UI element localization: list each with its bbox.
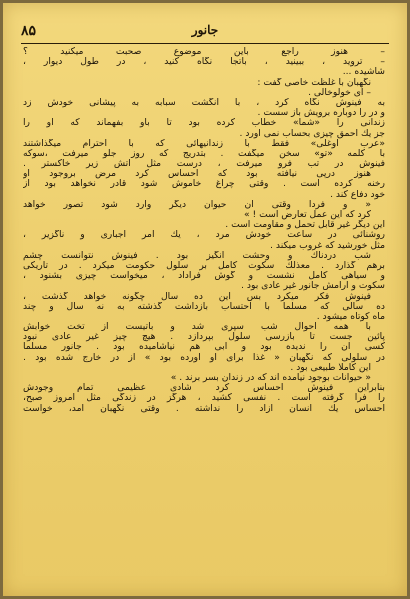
text-line: این کاملا طبیعی بود . (290, 362, 371, 373)
text-line: زندانی را «شما» خطاب کرده بود تا باو بفهماند که او را (23, 118, 385, 129)
text-line: بنابراین فینوش احساس کرد شادی عظیمی تمام وجودش (23, 383, 385, 394)
running-title: جانور (191, 23, 219, 37)
text-line: برهم گذارد . معذلك سکوت کامل بر سلول حکومت میکرد . در تاریکی (23, 260, 385, 271)
text-line: با همه احوال شب سپری شد و باتیست از تخت خوابش (23, 322, 371, 333)
text-line: – ترويد ، ببينيد ، باتجا نگاه كنيد ، در طول ديوار ، (23, 57, 385, 68)
book-page (3, 3, 407, 596)
text-line: و سیاهی کامل نشست و گوش فراداد ، میخواست چیزی بشنود ، (23, 271, 385, 282)
text-line: فینوش فکر میکرد بس این ده سال چگونه خواهد گذشت ، (23, 291, 371, 302)
text-line: رخنه کرده است . وقتی چراغ خاموش شود قادر نخواهد بود از (23, 179, 385, 190)
page-header (21, 23, 389, 41)
text-line: روشنائی در ساعت خودش مرد ، یك امر اجباری و ناگزیر ، (23, 230, 385, 241)
header-rule (21, 43, 389, 44)
text-line: مثل خورشید که غروب میکند . (270, 240, 385, 251)
text-line: به فينوش نگاه كرد ، با انگشت سبابه به پيشانى خودش زد (23, 97, 385, 108)
text-line: کسی آن را ندیده بود و آبی هم نیاشامیده بود . جانور مسلما (23, 342, 385, 353)
text-line: فینوش در تب فرو میرفت ، درست مثل آتش زیر خاکستر . (23, 159, 385, 170)
text-line: « حیوانات بوجود نیامده اند که در زندان بسر برند . » (170, 373, 371, 383)
text-line: را فرا گرفته است . نفسی کشید ، هرگز در زندگی مثل امروز صبح، (23, 393, 385, 404)
text-line: کرد که این عمل تعارض است ! » (243, 210, 371, 220)
text-line: نگهبان با غلظت خاصى گفت : (257, 77, 371, 88)
text-line: احساس یك انسان آزاد را نداشته . وقتی نگهبان آمد، خواست (23, 403, 385, 414)
text-line: شب دردناك و وحشت انگیز بود . فینوش نتوانست چشم (23, 250, 371, 261)
text-line: خود دفاع کند . (330, 189, 385, 200)
text-line: ده سالی که مسلما با احتساب بازداشت گذشته به نه سال و چند (23, 301, 385, 312)
text-line: پائین جست تا بازرسی سلول بپردازد . هیچ چیز غیر عادی نبود (23, 332, 385, 343)
text-line: جز یك احمق چیزی بحساب نمی آورد . (239, 128, 385, 139)
text-line: « و فردا وقتی آن حیوان دیگر وارد شود تصور خواهد (23, 199, 371, 210)
page-number: ۸۵ (21, 23, 37, 39)
text-line: و در را دوباره برويش باز سست . (257, 108, 385, 119)
text-line: سکوت و آرامش جانور غیر عادی بود . (241, 281, 385, 292)
text-line: – اى خولوخالى . (308, 87, 371, 98)
text-line: شاشيده ... (342, 67, 385, 78)
text-line: هنوز درپی نیافته بود که احساس کرد مرض بروجود او (23, 169, 371, 180)
text-line: – هنوز راجع باین موضوع صحبت میکنید ؟ (23, 47, 385, 57)
text-line: در سلولی که نگهبان « غذا برای او آورده بود » از در خارج شده بود . (23, 352, 385, 363)
text-line: «عرب اوغلی» فقط با زندانیهائی که با احترام میگذاشتند (23, 138, 385, 149)
text-line: با کلمه «تو» سخن میگفت . بتدریج که روز جلو میرفت ،سوکه (23, 148, 385, 159)
text-line: ماه کوتاه میشود . (316, 311, 385, 322)
text-line: این دیگر غیر قابل تحمل و مقاومت است . (225, 220, 385, 231)
body-text (23, 47, 385, 414)
